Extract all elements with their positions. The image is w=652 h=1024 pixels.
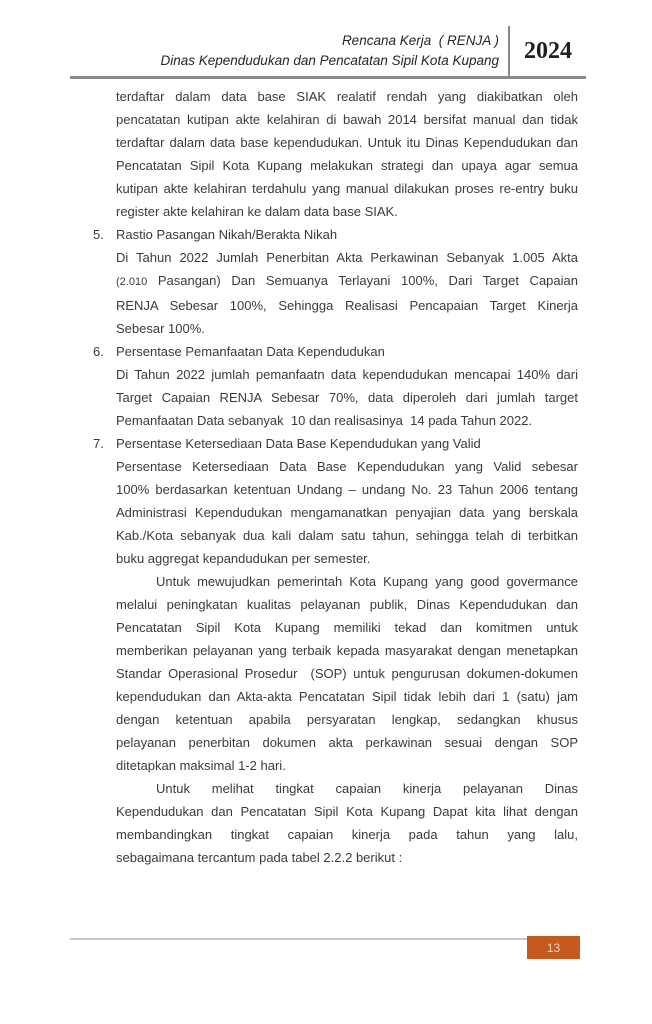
text-run: Persentase Ketersediaan Data Base Kependudukan yang Valid sebesar	[116, 459, 578, 474]
page-header	[70, 26, 586, 76]
text-run: terdaftar dalam data base kependudukan. Untuk itu Dinas Kependudukan dan	[116, 135, 578, 150]
text-line	[116, 616, 578, 639]
text-line	[116, 363, 578, 386]
text-run: 100% berdasarkan ketentuan Undang – undang No. 23 Tahun 2006 tentang	[116, 482, 578, 497]
header-year: 2024	[524, 37, 572, 64]
text-line	[116, 685, 578, 708]
text-line	[116, 754, 578, 777]
text-run: Untuk melihat tingkat capaian kinerja pelayanan Dinas	[156, 781, 578, 796]
text-line	[116, 154, 578, 177]
text-line	[116, 570, 578, 593]
small-text-run: (2.010	[116, 276, 148, 288]
text-line	[116, 846, 578, 869]
text-run: dengan ketentuan apabila persyaratan lengkap, sedangkan khusus	[116, 712, 578, 727]
text-line	[116, 593, 578, 616]
text-run: Sebesar 100%.	[116, 321, 205, 336]
text-run: terdaftar dalam data base SIAK realatif rendah yang diakibatkan oleh	[116, 89, 578, 104]
text-line	[116, 547, 578, 570]
list-number: 7.	[93, 436, 104, 451]
numbered-item	[93, 340, 578, 432]
list-number: 6.	[93, 344, 104, 359]
text-run: RENJA Sebesar 100%, Sehingga Realisasi Pencapaian Target Kinerja	[116, 298, 578, 313]
text-line	[116, 246, 578, 269]
text-run: Target Capaian RENJA Sebesar 70%, data diperoleh dari jumlah target	[116, 390, 578, 405]
header-rule	[70, 76, 586, 79]
text-run: Pencatatan Sipil Kota Kupang memiliki tekad dan komitmen untuk	[116, 620, 578, 635]
text-run: Persentase Pemanfaatan Data Kependudukan	[116, 344, 385, 359]
text-line	[116, 524, 578, 547]
header-title-line1: Rencana Kerja ( RENJA )	[341, 33, 499, 48]
text-line	[116, 294, 578, 317]
text-line	[116, 269, 578, 294]
footer-rule	[70, 938, 528, 940]
numbered-item	[93, 432, 578, 570]
text-line	[93, 432, 578, 455]
text-line	[116, 662, 578, 685]
text-run: memberikan pelayanan yang terbaik kepada masyarakat dengan menetapkan	[116, 643, 578, 658]
text-run: Pemanfaatan Data sebanyak 10 dan realisasinya 14 pada Tahun 2022.	[116, 413, 533, 428]
text-line	[116, 200, 578, 223]
page-number-badge: 13	[527, 936, 580, 959]
text-line	[116, 478, 578, 501]
text-run: Persentase Ketersediaan Data Base Kependudukan yang Valid	[116, 436, 481, 451]
text-run: melalui peningkatan kualitas pelayanan publik, Dinas Kependudukan dan	[116, 597, 578, 612]
text-run: Pasangan) Dan Semuanya Terlayani 100%, Dari Target Capaian	[147, 273, 578, 288]
text-line	[116, 131, 578, 154]
text-run: Di Tahun 2022 Jumlah Penerbitan Akta Perkawinan Sebanyak 1.005 Akta	[116, 250, 578, 265]
text-run: Untuk mewujudkan pemerintah Kota Kupang yang good govermance	[156, 574, 578, 589]
text-line	[93, 340, 578, 363]
paragraph	[116, 570, 578, 777]
text-run: register akte kelahiran ke dalam data base SIAK.	[116, 204, 398, 219]
text-line	[116, 639, 578, 662]
text-line	[116, 731, 578, 754]
text-line	[116, 708, 578, 731]
text-line	[116, 177, 578, 200]
text-line	[116, 777, 578, 800]
text-line	[93, 223, 578, 246]
text-run: Kependudukan dan Pencatatan Sipil Kota Kupang Dapat kita lihat dengan	[116, 804, 578, 819]
text-run: pelayanan penerbitan dokumen akta perkawinan sesuai dengan SOP	[116, 735, 578, 750]
header-title-line2: Dinas Kependudukan dan Pencatatan Sipil Kota Kupang	[160, 53, 499, 68]
text-run: pencatatan kutipan akte kelahiran di bawah 2014 bersifat manual dan tidak	[116, 112, 578, 127]
text-run: Administrasi Kependudukan mengamanatkan penyajian data yang berskala	[116, 505, 578, 520]
text-run: Di Tahun 2022 jumlah pemanfaatn data kependudukan mencapai 140% dari	[116, 367, 578, 382]
header-title	[160, 26, 508, 76]
text-run: Standar Operasional Prosedur (SOP) untuk pengurusan dokumen-dokumen	[116, 666, 578, 681]
list-number: 5.	[93, 227, 104, 242]
text-line	[116, 85, 578, 108]
paragraph	[116, 777, 578, 869]
paragraph	[116, 85, 578, 223]
text-line	[116, 455, 578, 478]
text-run: ditetapkan maksimal 1-2 hari.	[116, 758, 286, 773]
text-line	[116, 823, 578, 846]
numbered-item	[93, 223, 578, 340]
text-line	[116, 317, 578, 340]
text-run: Kab./Kota sebanyak dua kali dalam satu tahun, sehingga telah di terbitkan	[116, 528, 578, 543]
text-line	[116, 800, 578, 823]
text-run: membandingkan tingkat capaian kinerja pada tahun yang lalu,	[116, 827, 578, 842]
text-run: buku aggregat kepandudukan per semester.	[116, 551, 371, 566]
document-body	[93, 85, 578, 869]
text-run: kutipan akte kelahiran terdahulu yang manual dilakukan proses re-entry buku	[116, 181, 578, 196]
text-line	[116, 501, 578, 524]
text-run: sebagaimana tercantum pada tabel 2.2.2 berikut :	[116, 850, 403, 865]
text-line	[116, 108, 578, 131]
text-line	[116, 409, 578, 432]
text-line	[116, 386, 578, 409]
text-run: kependudukan dan Akta-akta Pencatatan Sipil tidak lebih dari 1 (satu) jam	[116, 689, 578, 704]
text-run: Rastio Pasangan Nikah/Berakta Nikah	[116, 227, 338, 242]
text-run: Pencatatan Sipil Kota Kupang melakukan strategi dan upaya agar semua	[116, 158, 578, 173]
